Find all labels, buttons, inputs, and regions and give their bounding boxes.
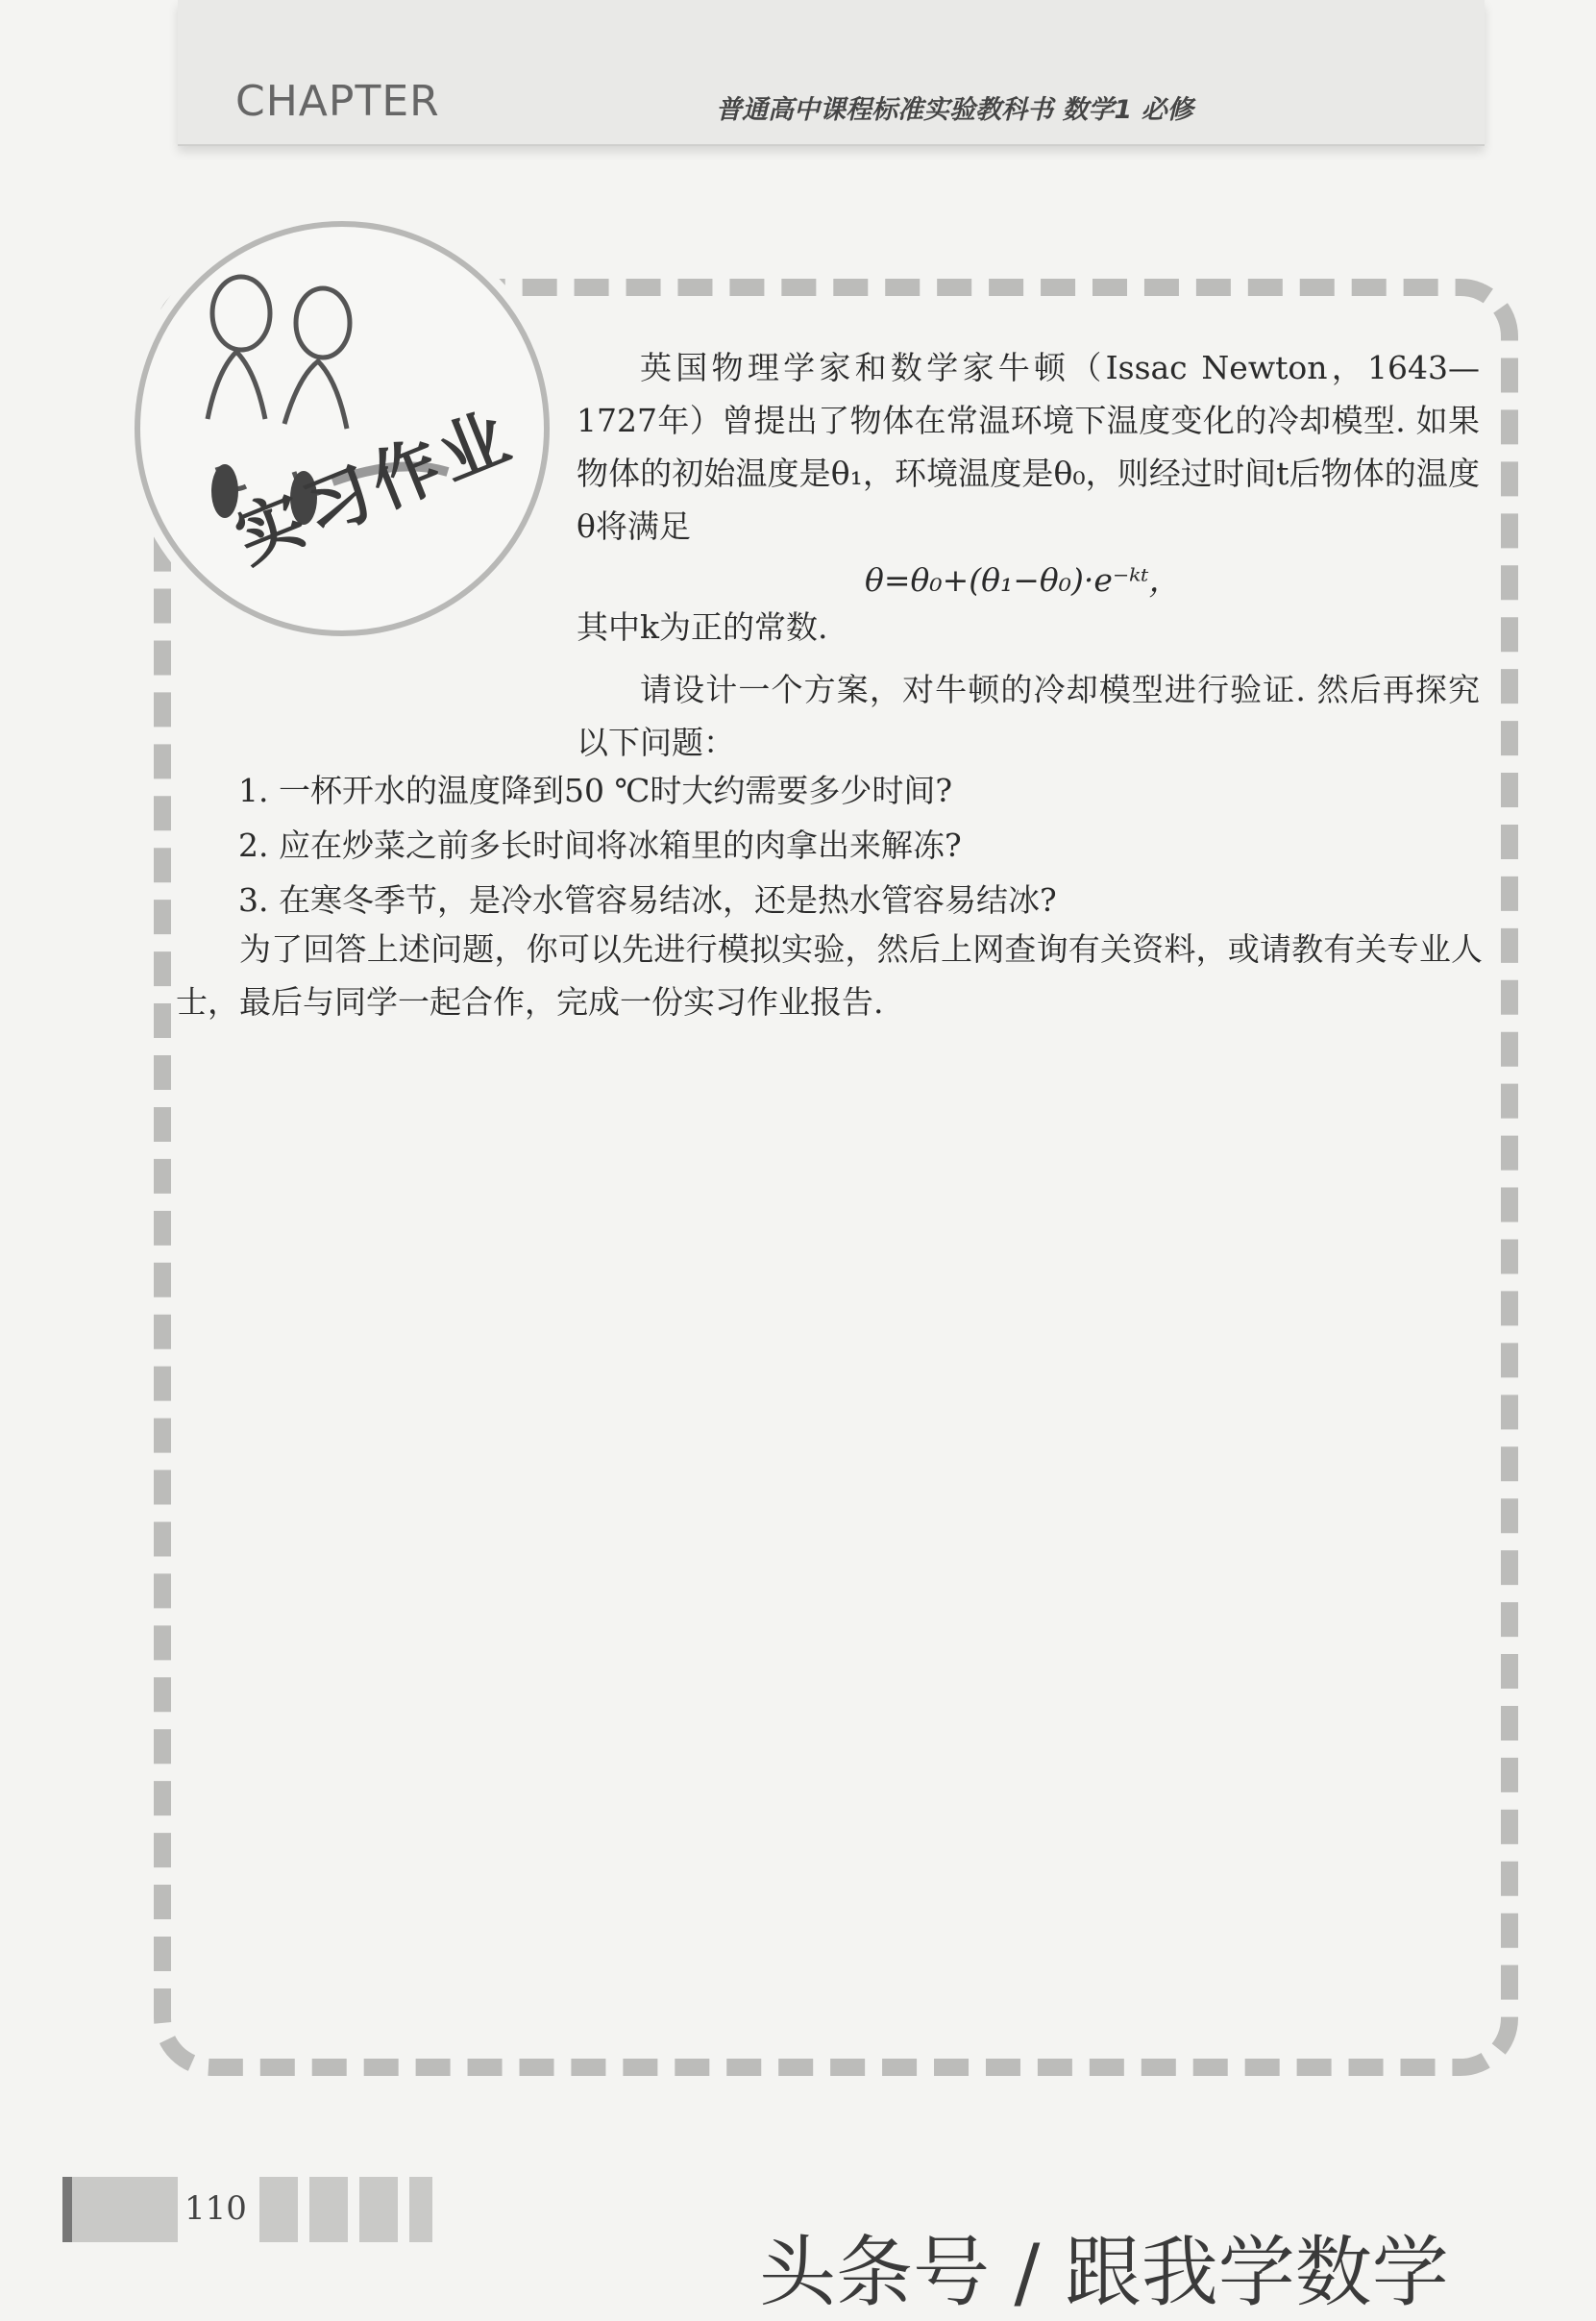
book-title: 普通高中课程标准实验教科书 数学1 必修 [716, 95, 1193, 125]
badge-label: 实习作业 [224, 394, 526, 579]
practice-badge [135, 221, 550, 636]
list-item: 1. 一杯开水的温度降到50 ℃时大约需要多少时间? [238, 772, 953, 809]
constant-note: 其中k为正的常数. [577, 608, 828, 646]
chapter-label: CHAPTER [235, 77, 440, 126]
task-paragraph: 请设计一个方案，对牛顿的冷却模型进行验证. 然后再探究以下问题： [577, 671, 1480, 761]
question-list [238, 764, 1478, 928]
footer-bar [62, 2177, 178, 2242]
watermark: 头条号 / 跟我学数学 [759, 2228, 1449, 2317]
footer-decoration [259, 2177, 432, 2242]
conclusion-paragraph: 为了回答上述问题，你可以先进行模拟实验，然后上网查询有关资料，或请教有关专业人士，最后与同学一起合作，完成一份实习作业报告. [176, 930, 1483, 1021]
intro-paragraph: 英国物理学家和数学家牛顿（Issac Newton，1643—1727年）曾提出了物体在常温环境下温度变化的冷却模型. 如果物体的初始温度是θ₁，环境温度是θ₀，则经过时间t后物体的温度θ将满足 [577, 349, 1480, 545]
list-item: 3. 在寒冬季节，是冷水管容易结冰，还是热水管容易结冰? [238, 881, 1057, 919]
list-item: 2. 应在炒菜之前多长时间将冰箱里的肉拿出来解冻? [238, 827, 962, 864]
page-header [178, 0, 1485, 146]
page-number: 110 [184, 2189, 247, 2228]
cooling-formula: θ=θ₀+(θ₁−θ₀)·e⁻ᵏᵗ， [865, 561, 1181, 599]
